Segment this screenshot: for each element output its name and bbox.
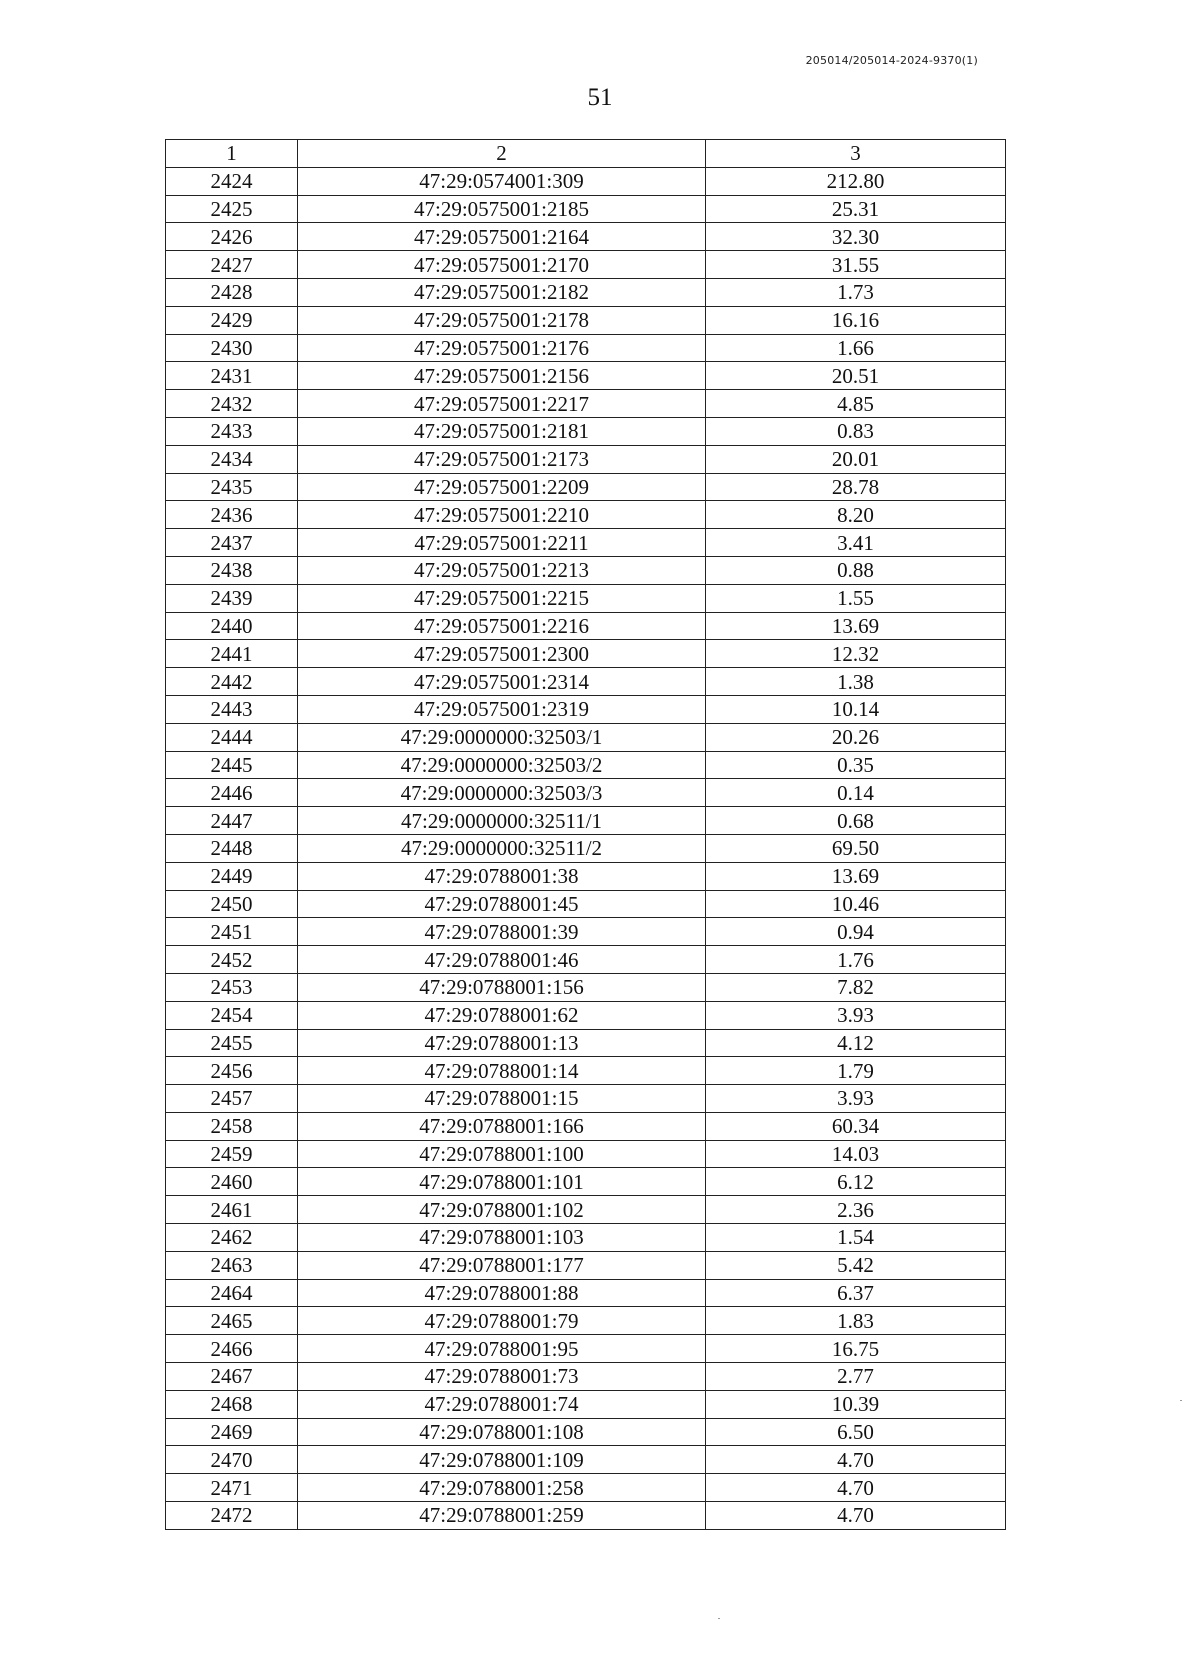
data-table: [165, 139, 1006, 1530]
cadastral-number-cell: 47:29:0788001:109: [298, 1446, 706, 1474]
row-number-cell: 2434: [166, 445, 298, 473]
table-row: [166, 473, 1006, 501]
row-number-cell: 2468: [166, 1390, 298, 1418]
area-cell: 0.14: [706, 779, 1006, 807]
row-number-cell: 2455: [166, 1029, 298, 1057]
row-number-cell: 2432: [166, 390, 298, 418]
cadastral-number-cell: 47:29:0788001:108: [298, 1418, 706, 1446]
cadastral-number-cell: 47:29:0575001:2314: [298, 668, 706, 696]
row-number-cell: 2443: [166, 695, 298, 723]
row-number-cell: 2463: [166, 1251, 298, 1279]
area-cell: 32.30: [706, 223, 1006, 251]
table-row: [166, 1057, 1006, 1085]
row-number-cell: 2439: [166, 584, 298, 612]
row-number-cell: 2447: [166, 807, 298, 835]
table-row: [166, 362, 1006, 390]
table-row: [166, 890, 1006, 918]
table-row: [166, 862, 1006, 890]
area-cell: 1.76: [706, 946, 1006, 974]
row-number-cell: 2464: [166, 1279, 298, 1307]
table-row: [166, 640, 1006, 668]
row-number-cell: 2450: [166, 890, 298, 918]
cadastral-number-cell: 47:29:0788001:62: [298, 1001, 706, 1029]
area-cell: 5.42: [706, 1251, 1006, 1279]
header-row: [166, 140, 1006, 168]
cadastral-number-cell: 47:29:0788001:38: [298, 862, 706, 890]
cadastral-number-cell: 47:29:0575001:2176: [298, 334, 706, 362]
row-number-cell: 2449: [166, 862, 298, 890]
table-row: [166, 779, 1006, 807]
table-row: [166, 1446, 1006, 1474]
row-number-cell: 2436: [166, 501, 298, 529]
row-number-cell: 2458: [166, 1112, 298, 1140]
row-number-cell: 2437: [166, 529, 298, 557]
cadastral-number-cell: 47:29:0788001:166: [298, 1112, 706, 1140]
table-row: [166, 1140, 1006, 1168]
scan-speck: [1180, 1400, 1182, 1401]
row-number-cell: 2457: [166, 1085, 298, 1113]
cadastral-number-cell: 47:29:0575001:2217: [298, 390, 706, 418]
cadastral-number-cell: 47:29:0575001:2211: [298, 529, 706, 557]
area-cell: 3.93: [706, 1001, 1006, 1029]
cadastral-number-cell: 47:29:0575001:2215: [298, 584, 706, 612]
table-row: [166, 668, 1006, 696]
row-number-cell: 2441: [166, 640, 298, 668]
area-cell: 25.31: [706, 195, 1006, 223]
area-cell: 16.75: [706, 1335, 1006, 1363]
area-cell: 10.14: [706, 695, 1006, 723]
area-cell: 0.68: [706, 807, 1006, 835]
area-cell: 0.35: [706, 751, 1006, 779]
cadastral-number-cell: 47:29:0000000:32511/2: [298, 834, 706, 862]
area-cell: 212.80: [706, 167, 1006, 195]
cadastral-number-cell: 47:29:0575001:2210: [298, 501, 706, 529]
cadastral-number-cell: 47:29:0575001:2182: [298, 278, 706, 306]
cadastral-number-cell: 47:29:0575001:2185: [298, 195, 706, 223]
row-number-cell: 2471: [166, 1474, 298, 1502]
column-header-3: 3: [706, 140, 1006, 168]
table-row: [166, 1001, 1006, 1029]
table-row: [166, 445, 1006, 473]
table-row: [166, 1502, 1006, 1530]
cadastral-number-cell: 47:29:0575001:2181: [298, 417, 706, 445]
row-number-cell: 2472: [166, 1502, 298, 1530]
area-cell: 0.94: [706, 918, 1006, 946]
area-cell: 6.50: [706, 1418, 1006, 1446]
cadastral-number-cell: 47:29:0788001:15: [298, 1085, 706, 1113]
area-cell: 28.78: [706, 473, 1006, 501]
area-cell: 12.32: [706, 640, 1006, 668]
area-cell: 8.20: [706, 501, 1006, 529]
row-number-cell: 2431: [166, 362, 298, 390]
area-cell: 20.51: [706, 362, 1006, 390]
cadastral-number-cell: 47:29:0788001:177: [298, 1251, 706, 1279]
table-row: [166, 529, 1006, 557]
table-row: [166, 1168, 1006, 1196]
table-row: [166, 167, 1006, 195]
area-cell: 4.70: [706, 1502, 1006, 1530]
row-number-cell: 2448: [166, 834, 298, 862]
area-cell: 1.83: [706, 1307, 1006, 1335]
area-cell: 6.37: [706, 1279, 1006, 1307]
row-number-cell: 2466: [166, 1335, 298, 1363]
row-number-cell: 2438: [166, 556, 298, 584]
row-number-cell: 2462: [166, 1224, 298, 1252]
table-row: [166, 723, 1006, 751]
cadastral-number-cell: 47:29:0575001:2319: [298, 695, 706, 723]
cadastral-number-cell: 47:29:0575001:2216: [298, 612, 706, 640]
row-number-cell: 2440: [166, 612, 298, 640]
area-cell: 20.26: [706, 723, 1006, 751]
cadastral-number-cell: 47:29:0788001:39: [298, 918, 706, 946]
row-number-cell: 2446: [166, 779, 298, 807]
cadastral-number-cell: 47:29:0000000:32503/1: [298, 723, 706, 751]
column-header-2: 2: [298, 140, 706, 168]
row-number-cell: 2430: [166, 334, 298, 362]
area-cell: 1.66: [706, 334, 1006, 362]
area-cell: 20.01: [706, 445, 1006, 473]
table-row: [166, 695, 1006, 723]
cadastral-number-cell: 47:29:0788001:73: [298, 1363, 706, 1391]
cadastral-number-cell: 47:29:0788001:14: [298, 1057, 706, 1085]
table-row: [166, 1196, 1006, 1224]
table-row: [166, 1279, 1006, 1307]
row-number-cell: 2429: [166, 306, 298, 334]
cadastral-number-cell: 47:29:0788001:79: [298, 1307, 706, 1335]
table-row: [166, 1112, 1006, 1140]
cadastral-number-cell: 47:29:0574001:309: [298, 167, 706, 195]
row-number-cell: 2465: [166, 1307, 298, 1335]
area-cell: 31.55: [706, 251, 1006, 279]
cadastral-number-cell: 47:29:0788001:100: [298, 1140, 706, 1168]
row-number-cell: 2460: [166, 1168, 298, 1196]
table-row: [166, 1363, 1006, 1391]
row-number-cell: 2459: [166, 1140, 298, 1168]
cadastral-number-cell: 47:29:0575001:2213: [298, 556, 706, 584]
row-number-cell: 2451: [166, 918, 298, 946]
scan-speck: [718, 1618, 720, 1619]
row-number-cell: 2442: [166, 668, 298, 696]
area-cell: 6.12: [706, 1168, 1006, 1196]
area-cell: 1.38: [706, 668, 1006, 696]
row-number-cell: 2456: [166, 1057, 298, 1085]
table-row: [166, 417, 1006, 445]
cadastral-number-cell: 47:29:0788001:258: [298, 1474, 706, 1502]
cadastral-number-cell: 47:29:0788001:46: [298, 946, 706, 974]
row-number-cell: 2435: [166, 473, 298, 501]
row-number-cell: 2461: [166, 1196, 298, 1224]
cadastral-number-cell: 47:29:0575001:2170: [298, 251, 706, 279]
area-cell: 2.77: [706, 1363, 1006, 1391]
row-number-cell: 2470: [166, 1446, 298, 1474]
cadastral-number-cell: 47:29:0788001:101: [298, 1168, 706, 1196]
area-cell: 0.83: [706, 417, 1006, 445]
row-number-cell: 2433: [166, 417, 298, 445]
row-number-cell: 2426: [166, 223, 298, 251]
area-cell: 1.55: [706, 584, 1006, 612]
cadastral-number-cell: 47:29:0575001:2209: [298, 473, 706, 501]
cadastral-number-cell: 47:29:0788001:156: [298, 973, 706, 1001]
cadastral-number-cell: 47:29:0788001:259: [298, 1502, 706, 1530]
area-cell: 4.70: [706, 1446, 1006, 1474]
cadastral-number-cell: 47:29:0575001:2300: [298, 640, 706, 668]
cadastral-number-cell: 47:29:0575001:2164: [298, 223, 706, 251]
cadastral-number-cell: 47:29:0000000:32503/3: [298, 779, 706, 807]
area-cell: 14.03: [706, 1140, 1006, 1168]
cadastral-number-cell: 47:29:0000000:32503/2: [298, 751, 706, 779]
table-row: [166, 1474, 1006, 1502]
row-number-cell: 2467: [166, 1363, 298, 1391]
area-cell: 1.54: [706, 1224, 1006, 1252]
table-row: [166, 584, 1006, 612]
area-cell: 4.70: [706, 1474, 1006, 1502]
page-number: 51: [587, 84, 613, 111]
row-number-cell: 2428: [166, 278, 298, 306]
row-number-cell: 2425: [166, 195, 298, 223]
table-row: [166, 946, 1006, 974]
table-row: [166, 1390, 1006, 1418]
area-cell: 10.46: [706, 890, 1006, 918]
table-row: [166, 973, 1006, 1001]
area-cell: 7.82: [706, 973, 1006, 1001]
table-row: [166, 501, 1006, 529]
data-table-container: [165, 139, 1005, 1530]
table-row: [166, 751, 1006, 779]
cadastral-number-cell: 47:29:0788001:13: [298, 1029, 706, 1057]
area-cell: 13.69: [706, 612, 1006, 640]
area-cell: 1.79: [706, 1057, 1006, 1085]
area-cell: 3.93: [706, 1085, 1006, 1113]
table-row: [166, 306, 1006, 334]
row-number-cell: 2453: [166, 973, 298, 1001]
row-number-cell: 2454: [166, 1001, 298, 1029]
table-row: [166, 251, 1006, 279]
table-body: [166, 167, 1006, 1529]
cadastral-number-cell: 47:29:0788001:45: [298, 890, 706, 918]
table-row: [166, 223, 1006, 251]
table-row: [166, 807, 1006, 835]
area-cell: 16.16: [706, 306, 1006, 334]
row-number-cell: 2469: [166, 1418, 298, 1446]
column-header-1: 1: [166, 140, 298, 168]
area-cell: 60.34: [706, 1112, 1006, 1140]
area-cell: 1.73: [706, 278, 1006, 306]
row-number-cell: 2445: [166, 751, 298, 779]
table-row: [166, 334, 1006, 362]
area-cell: 2.36: [706, 1196, 1006, 1224]
area-cell: 4.85: [706, 390, 1006, 418]
table-row: [166, 556, 1006, 584]
cadastral-number-cell: 47:29:0788001:103: [298, 1224, 706, 1252]
table-row: [166, 1251, 1006, 1279]
row-number-cell: 2452: [166, 946, 298, 974]
table-row: [166, 834, 1006, 862]
document-id: 205014/205014-2024-9370(1): [805, 54, 978, 67]
cadastral-number-cell: 47:29:0575001:2173: [298, 445, 706, 473]
cadastral-number-cell: 47:29:0000000:32511/1: [298, 807, 706, 835]
table-row: [166, 195, 1006, 223]
table-row: [166, 1029, 1006, 1057]
row-number-cell: 2444: [166, 723, 298, 751]
table-row: [166, 1085, 1006, 1113]
cadastral-number-cell: 47:29:0575001:2156: [298, 362, 706, 390]
area-cell: 10.39: [706, 1390, 1006, 1418]
table-row: [166, 390, 1006, 418]
cadastral-number-cell: 47:29:0788001:88: [298, 1279, 706, 1307]
table-row: [166, 612, 1006, 640]
area-cell: 0.88: [706, 556, 1006, 584]
table-row: [166, 1307, 1006, 1335]
table-row: [166, 278, 1006, 306]
table-header: [166, 140, 1006, 168]
cadastral-number-cell: 47:29:0575001:2178: [298, 306, 706, 334]
table-row: [166, 1418, 1006, 1446]
table-row: [166, 1224, 1006, 1252]
area-cell: 13.69: [706, 862, 1006, 890]
cadastral-number-cell: 47:29:0788001:95: [298, 1335, 706, 1363]
area-cell: 4.12: [706, 1029, 1006, 1057]
table-row: [166, 918, 1006, 946]
area-cell: 3.41: [706, 529, 1006, 557]
row-number-cell: 2424: [166, 167, 298, 195]
table-row: [166, 1335, 1006, 1363]
cadastral-number-cell: 47:29:0788001:102: [298, 1196, 706, 1224]
row-number-cell: 2427: [166, 251, 298, 279]
area-cell: 69.50: [706, 834, 1006, 862]
cadastral-number-cell: 47:29:0788001:74: [298, 1390, 706, 1418]
